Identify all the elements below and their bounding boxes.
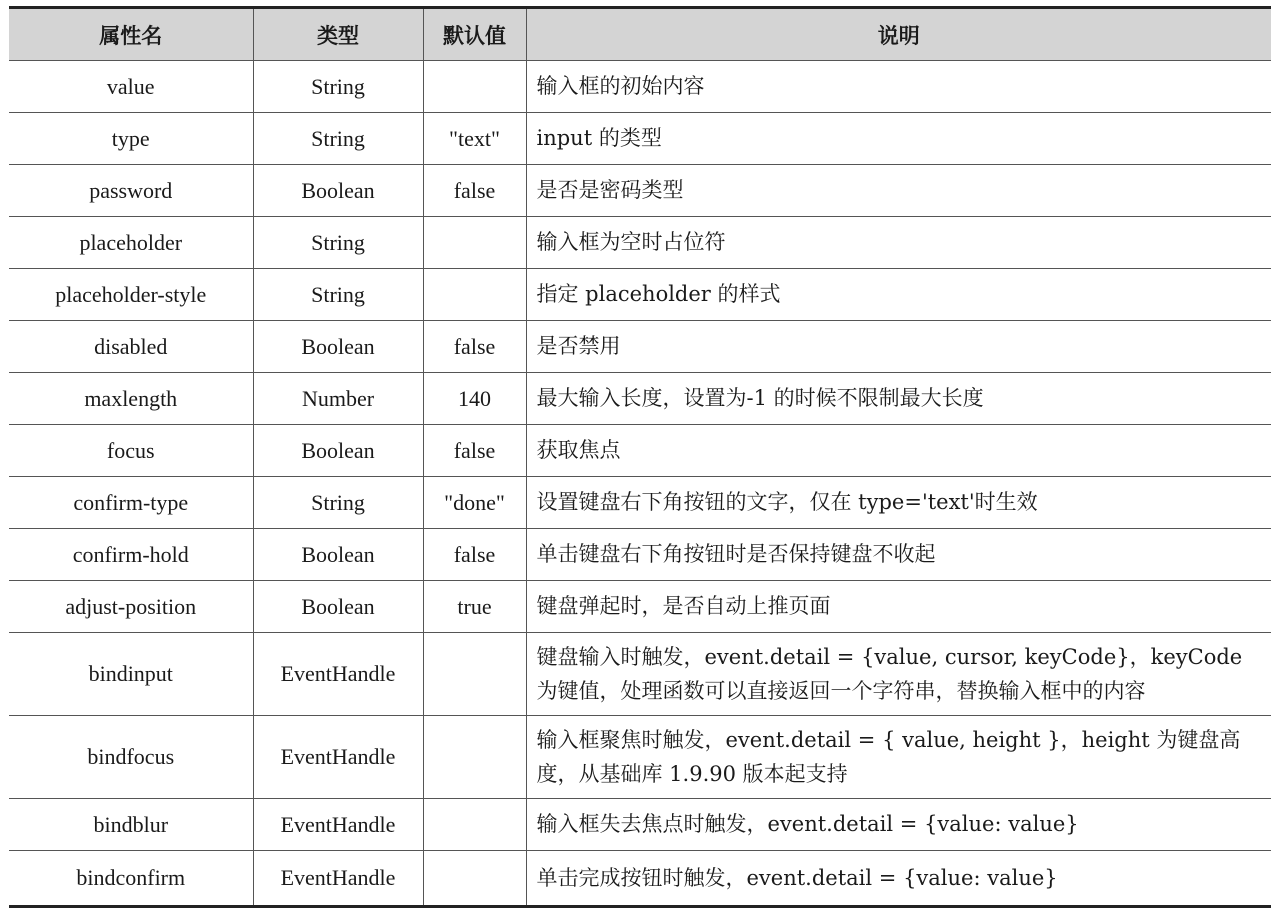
cell-description: 获取焦点	[526, 425, 1271, 477]
cell-default-value	[423, 799, 526, 851]
table-row	[9, 113, 1271, 165]
cell-description: 设置键盘右下角按钮的文字，仅在 type='text'时生效	[526, 477, 1271, 529]
cell-type: String	[253, 269, 423, 321]
header-type: 类型	[253, 8, 423, 61]
header-default: 默认值	[423, 8, 526, 61]
cell-description: 最大输入长度，设置为-1 的时候不限制最大长度	[526, 373, 1271, 425]
cell-type: Boolean	[253, 529, 423, 581]
cell-default-value: false	[423, 425, 526, 477]
cell-type: Number	[253, 373, 423, 425]
header-row	[9, 8, 1271, 61]
cell-description: 键盘输入时触发，event.detail = {value, cursor, keyCode}，keyCode 为键值，处理函数可以直接返回一个字符串，替换输入框中的内容	[526, 633, 1271, 716]
cell-attribute-name: focus	[9, 425, 253, 477]
cell-default-value: true	[423, 581, 526, 633]
table-row	[9, 425, 1271, 477]
cell-type: String	[253, 477, 423, 529]
attribute-table-container	[9, 6, 1271, 908]
cell-attribute-name: bindconfirm	[9, 851, 253, 907]
table-row	[9, 851, 1271, 907]
cell-attribute-name: confirm-type	[9, 477, 253, 529]
header-description: 说明	[526, 8, 1271, 61]
cell-description: 是否禁用	[526, 321, 1271, 373]
cell-type: EventHandle	[253, 851, 423, 907]
table-row	[9, 529, 1271, 581]
cell-default-value: "done"	[423, 477, 526, 529]
cell-description: 输入框的初始内容	[526, 61, 1271, 113]
table-row	[9, 165, 1271, 217]
cell-default-value: "text"	[423, 113, 526, 165]
cell-default-value: 140	[423, 373, 526, 425]
cell-default-value: false	[423, 165, 526, 217]
cell-description: 键盘弹起时，是否自动上推页面	[526, 581, 1271, 633]
cell-description: 单击完成按钮时触发，event.detail = {value: value}	[526, 851, 1271, 907]
table-header	[9, 8, 1271, 61]
table-row	[9, 61, 1271, 113]
table-row	[9, 373, 1271, 425]
cell-type: Boolean	[253, 321, 423, 373]
cell-attribute-name: bindblur	[9, 799, 253, 851]
cell-type: Boolean	[253, 165, 423, 217]
table-body	[9, 61, 1271, 907]
cell-description: 输入框失去焦点时触发，event.detail = {value: value}	[526, 799, 1271, 851]
cell-type: EventHandle	[253, 716, 423, 799]
cell-attribute-name: adjust-position	[9, 581, 253, 633]
cell-attribute-name: confirm-hold	[9, 529, 253, 581]
cell-attribute-name: bindfocus	[9, 716, 253, 799]
table-row	[9, 581, 1271, 633]
cell-type: String	[253, 61, 423, 113]
cell-attribute-name: bindinput	[9, 633, 253, 716]
cell-description: 输入框聚焦时触发，event.detail = { value, height }，height 为键盘高度，从基础库 1.9.90 版本起支持	[526, 716, 1271, 799]
table-row	[9, 799, 1271, 851]
cell-description: 是否是密码类型	[526, 165, 1271, 217]
cell-type: Boolean	[253, 425, 423, 477]
header-name: 属性名	[9, 8, 253, 61]
cell-default-value	[423, 61, 526, 113]
table-row	[9, 217, 1271, 269]
cell-attribute-name: placeholder-style	[9, 269, 253, 321]
attribute-table	[9, 6, 1271, 908]
cell-type: EventHandle	[253, 633, 423, 716]
table-row	[9, 716, 1271, 799]
cell-type: EventHandle	[253, 799, 423, 851]
cell-attribute-name: password	[9, 165, 253, 217]
table-row	[9, 269, 1271, 321]
cell-type: String	[253, 113, 423, 165]
table-row	[9, 321, 1271, 373]
table-row	[9, 477, 1271, 529]
table-row	[9, 633, 1271, 716]
cell-description: 输入框为空时占位符	[526, 217, 1271, 269]
cell-type: String	[253, 217, 423, 269]
cell-default-value	[423, 851, 526, 907]
cell-default-value: false	[423, 321, 526, 373]
cell-attribute-name: disabled	[9, 321, 253, 373]
cell-default-value	[423, 217, 526, 269]
cell-attribute-name: placeholder	[9, 217, 253, 269]
cell-default-value	[423, 633, 526, 716]
cell-attribute-name: maxlength	[9, 373, 253, 425]
cell-attribute-name: type	[9, 113, 253, 165]
cell-default-value	[423, 716, 526, 799]
cell-description: 单击键盘右下角按钮时是否保持键盘不收起	[526, 529, 1271, 581]
cell-description: 指定 placeholder 的样式	[526, 269, 1271, 321]
cell-description: input 的类型	[526, 113, 1271, 165]
cell-default-value: false	[423, 529, 526, 581]
cell-attribute-name: value	[9, 61, 253, 113]
cell-default-value	[423, 269, 526, 321]
cell-type: Boolean	[253, 581, 423, 633]
